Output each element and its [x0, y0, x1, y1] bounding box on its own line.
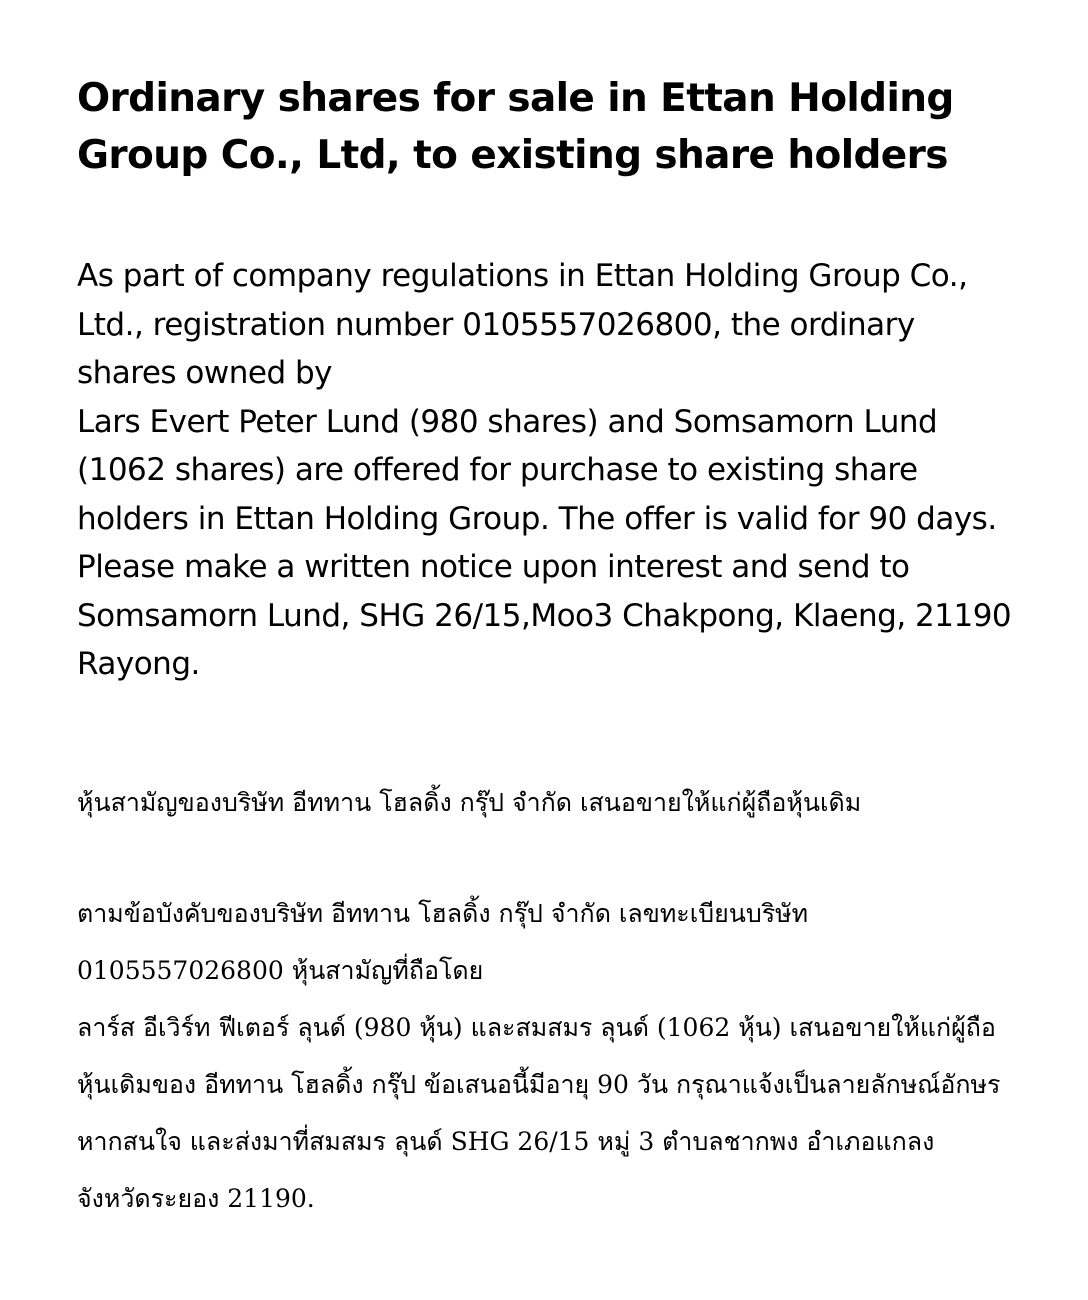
document-title: Ordinary shares for sale in Ettan Holding Group Co., Ltd, to existing share holders: [77, 76, 954, 178]
document-content: [77, 70, 1012, 1213]
thai-paragraph-registration: ตามข้อบังคับของบริษัท อีททาน โฮลดิ้ง กรุ๊ป จำกัด เลขทะเบียนบริษัท 0105557026800 หุ้นสามัญที่ถือโดย: [77, 899, 809, 985]
english-paragraph-offer: Lars Evert Peter Lund (980 shares) and Somsamorn Lund (1062 shares) are offered for purchase to existing share holders in Ettan Holding Group. The offer is valid for 90 days. Please make a written notice upon interest and send to Somsamorn Lund, SHG 26/15,Moo3 Chakpong, Klaeng, 21190 Rayong.: [77, 403, 1012, 682]
english-paragraph-registration: As part of company regulations in Ettan Holding Group Co., Ltd., registration number 0105557026800, the ordinary shares owned by: [77, 258, 968, 391]
thai-paragraph-offer: ลาร์ส อีเวิร์ท ฟีเตอร์ ลุนด์ (980 หุ้น) และสมสมร ลุนด์ (1062 หุ้น) เสนอขายให้แก่ผู้ถือหุ้นเดิมของ อีททาน โฮลดิ้ง กรุ๊ป ข้อเสนอนี้มีอายุ 90 วัน กรุณาแจ้งเป็นลายลักษณ์อักษรหากสนใจ และส่งมาที่สมสมร ลุนด์ SHG 26/15 หมู่ 3 ตำบลชากพง อำเภอแกลง จังหวัดระยอง 21190.: [77, 1013, 1001, 1213]
english-body: [77, 252, 1012, 689]
thai-title: หุ้นสามัญของบริษัท อีททาน โฮลดิ้ง กรุ๊ป จำกัด เสนอขายให้แก่ผู้ถือหุ้นเดิม: [77, 788, 862, 817]
thai-body: [77, 885, 1012, 1227]
